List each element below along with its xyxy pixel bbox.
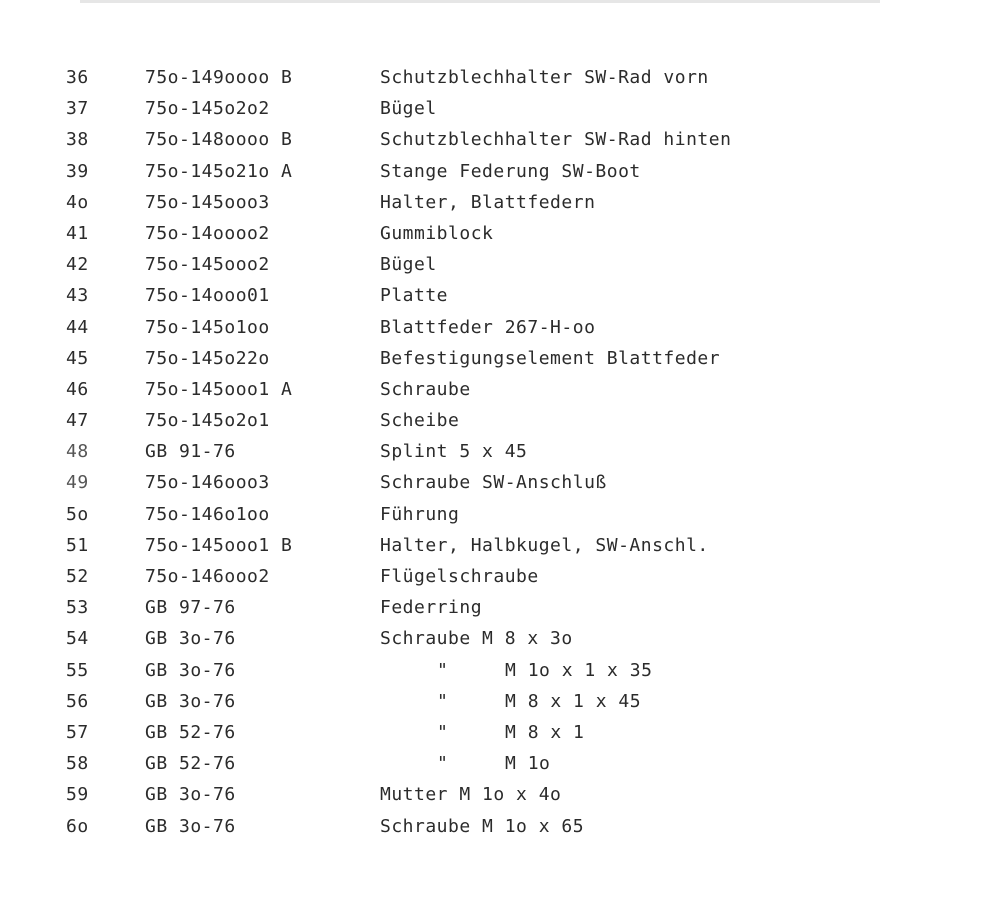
list-item: [0, 561, 1000, 592]
part-description: " M 8 x 1: [437, 721, 585, 743]
part-number: 75o-145o1oo: [145, 316, 270, 338]
item-number: 52: [66, 566, 89, 587]
part-number: GB 52-76: [145, 721, 236, 743]
top-rule: [80, 0, 880, 3]
part-number: 75o-148oooo B: [145, 129, 293, 151]
item-number: 56: [66, 690, 89, 712]
item-number: 47: [66, 410, 89, 432]
part-description: Splint 5 x 45: [380, 441, 528, 463]
item-number: 36: [66, 67, 89, 88]
item-number: 54: [66, 628, 89, 650]
list-item: [0, 124, 1000, 155]
part-description: Blattfeder 267-H-oo: [380, 316, 596, 338]
part-number: 75o-149oooo B: [145, 67, 293, 88]
part-number: 75o-146ooo3: [145, 472, 270, 494]
part-number: GB 91-76: [145, 441, 236, 463]
item-number: 46: [66, 378, 89, 400]
item-number: 55: [66, 659, 89, 681]
item-number: 51: [66, 534, 89, 556]
part-number: GB 3o-76: [145, 690, 236, 712]
part-number: 75o-145o21o A: [145, 160, 293, 182]
parts-list: [0, 62, 1000, 842]
list-item: [0, 748, 1000, 779]
list-item: [0, 405, 1000, 436]
part-description: Bügel: [380, 254, 437, 276]
part-number: GB 3o-76: [145, 659, 236, 681]
list-item: [0, 62, 1000, 93]
part-number: GB 3o-76: [145, 815, 236, 837]
part-description: Halter, Halbkugel, SW-Anschl.: [380, 534, 709, 556]
part-number: 75o-146ooo2: [145, 566, 270, 587]
part-description: " M 1o x 1 x 35: [437, 659, 653, 681]
part-description: Schraube M 1o x 65: [380, 815, 585, 837]
part-description: Schraube SW-Anschluß: [380, 472, 607, 494]
part-description: Mutter M 1o x 4o: [380, 784, 562, 806]
item-number: 6o: [66, 815, 89, 837]
part-number: 75o-14oooo2: [145, 222, 270, 244]
list-item: [0, 187, 1000, 218]
item-number: 38: [66, 129, 89, 151]
part-description: Halter, Blattfedern: [380, 191, 596, 213]
part-number: 75o-145ooo1 B: [145, 534, 293, 556]
list-item: [0, 779, 1000, 810]
item-number: 45: [66, 347, 89, 369]
part-description: Führung: [380, 503, 460, 525]
list-item: [0, 811, 1000, 842]
part-description: Stange Federung SW-Boot: [380, 160, 641, 182]
part-number: 75o-145o2o1: [145, 410, 270, 432]
item-number: 37: [66, 98, 89, 120]
item-number: 39: [66, 160, 89, 182]
list-item: [0, 530, 1000, 561]
list-item: [0, 374, 1000, 405]
part-number: 75o-145o22o: [145, 347, 270, 369]
part-number: GB 97-76: [145, 597, 236, 619]
part-description: Schutzblechhalter SW-Rad hinten: [380, 129, 732, 151]
part-description: Bügel: [380, 98, 437, 120]
item-number: 44: [66, 316, 89, 338]
list-item: [0, 499, 1000, 530]
list-item: [0, 686, 1000, 717]
item-number: 49: [66, 472, 89, 494]
part-number: GB 3o-76: [145, 628, 236, 650]
part-description: " M 1o: [437, 753, 551, 775]
part-number: 75o-146o1oo: [145, 503, 270, 525]
list-item: [0, 280, 1000, 311]
item-number: 59: [66, 784, 89, 806]
part-number: 75o-145o2o2: [145, 98, 270, 120]
list-item: [0, 312, 1000, 343]
item-number: 41: [66, 222, 89, 244]
part-description: Schutzblechhalter SW-Rad vorn: [380, 67, 709, 88]
part-description: Scheibe: [380, 410, 460, 432]
item-number: 48: [66, 441, 89, 463]
list-item: [0, 436, 1000, 467]
part-number: 75o-145ooo2: [145, 254, 270, 276]
part-description: Schraube M 8 x 3o: [380, 628, 573, 650]
part-description: Befestigungselement Blattfeder: [380, 347, 721, 369]
list-item: [0, 156, 1000, 187]
item-number: 4o: [66, 191, 89, 213]
item-number: 58: [66, 753, 89, 775]
part-description: Federring: [380, 597, 483, 619]
part-number: GB 3o-76: [145, 784, 236, 806]
item-number: 5o: [66, 503, 89, 525]
part-number: 75o-145ooo3: [145, 191, 270, 213]
list-item: [0, 717, 1000, 748]
list-item: [0, 249, 1000, 280]
part-description: Platte: [380, 285, 449, 307]
list-item: [0, 467, 1000, 498]
part-number: 75o-145ooo1 A: [145, 378, 293, 400]
list-item: [0, 343, 1000, 374]
part-description: Gummiblock: [380, 222, 494, 244]
part-description: Schraube: [380, 378, 471, 400]
item-number: 42: [66, 254, 89, 276]
list-item: [0, 655, 1000, 686]
list-item: [0, 218, 1000, 249]
item-number: 57: [66, 721, 89, 743]
part-description: Flügelschraube: [380, 566, 539, 587]
item-number: 43: [66, 285, 89, 307]
list-item: [0, 592, 1000, 623]
item-number: 53: [66, 597, 89, 619]
part-number: GB 52-76: [145, 753, 236, 775]
list-item: [0, 93, 1000, 124]
part-description: " M 8 x 1 x 45: [437, 690, 642, 712]
part-number: 75o-14ooo01: [145, 285, 270, 307]
list-item: [0, 623, 1000, 654]
